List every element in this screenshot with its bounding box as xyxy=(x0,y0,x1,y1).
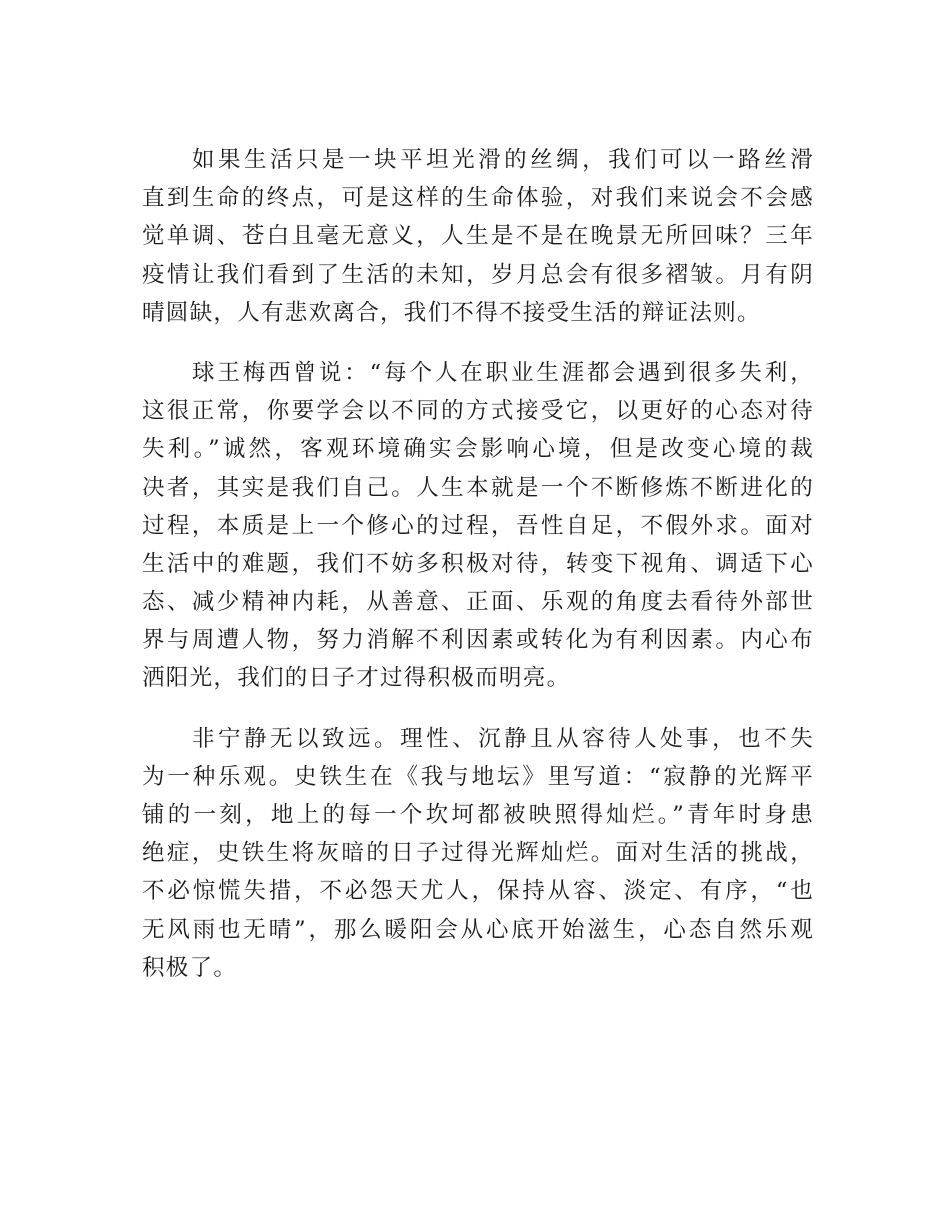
text-line: 觉单调、苍白且毫无意义，人生是不是在晚景无所回味？三年 xyxy=(142,223,814,250)
text-line: 无风雨也无晴”，那么暖阳会从心底开始滋生，心态自然乐观 xyxy=(142,916,814,943)
text-line: 铺的一刻，地上的每一个坎坷都被映照得灿烂。”青年时身患 xyxy=(142,802,814,828)
paragraph-tranquility xyxy=(142,720,814,987)
text-line: 为一种乐观。史铁生在《我与地坛》里写道：“寂静的光辉平 xyxy=(142,763,814,790)
document-page xyxy=(142,141,814,1009)
text-line: 生活中的难题，我们不妨多积极对待，转变下视角、调适下心 xyxy=(142,550,814,577)
text-line: 过程，本质是上一个修心的过程，吾性自足，不假外求。面对 xyxy=(142,512,814,539)
text-line: 不必惊慌失措，不必怨天尤人，保持从容、淡定、有序，“也 xyxy=(142,878,814,905)
paragraph-messi-quote xyxy=(142,354,814,698)
text-line: 非宁静无以致远。理性、沉静且从容待人处事，也不失 xyxy=(192,725,814,752)
text-line: 晴圆缺，人有悲欢离合，我们不得不接受生活的辩证法则。 xyxy=(142,299,761,326)
text-line: 球王梅西曾说：“每个人在职业生涯都会遇到很多失利， xyxy=(192,359,814,386)
text-line: 界与周遭人物，努力消解不利因素或转化为有利因素。内心布 xyxy=(142,627,814,654)
paragraph-life-silk xyxy=(142,141,814,332)
text-line: 这很正常，你要学会以不同的方式接受它，以更好的心态对待 xyxy=(142,398,814,425)
text-line: 如果生活只是一块平坦光滑的丝绸，我们可以一路丝滑 xyxy=(192,147,814,173)
text-line: 直到生命的终点，可是这样的生命体验，对我们来说会不会感 xyxy=(142,185,814,212)
text-line: 失利。”诚然，客观环境确实会影响心境，但是改变心境的裁 xyxy=(142,436,814,463)
text-line: 绝症，史铁生将灰暗的日子过得光辉灿烂。面对生活的挑战， xyxy=(142,840,814,867)
text-line: 态、减少精神内耗，从善意、正面、乐观的角度去看待外部世 xyxy=(142,589,814,616)
text-line: 决者，其实是我们自己。人生本就是一个不断修炼不断进化的 xyxy=(142,474,814,501)
text-line: 洒阳光，我们的日子才过得积极而明亮。 xyxy=(142,665,571,692)
text-line: 积极了。 xyxy=(142,954,238,981)
text-line: 疫情让我们看到了生活的未知，岁月总会有很多褶皱。月有阴 xyxy=(142,261,814,288)
